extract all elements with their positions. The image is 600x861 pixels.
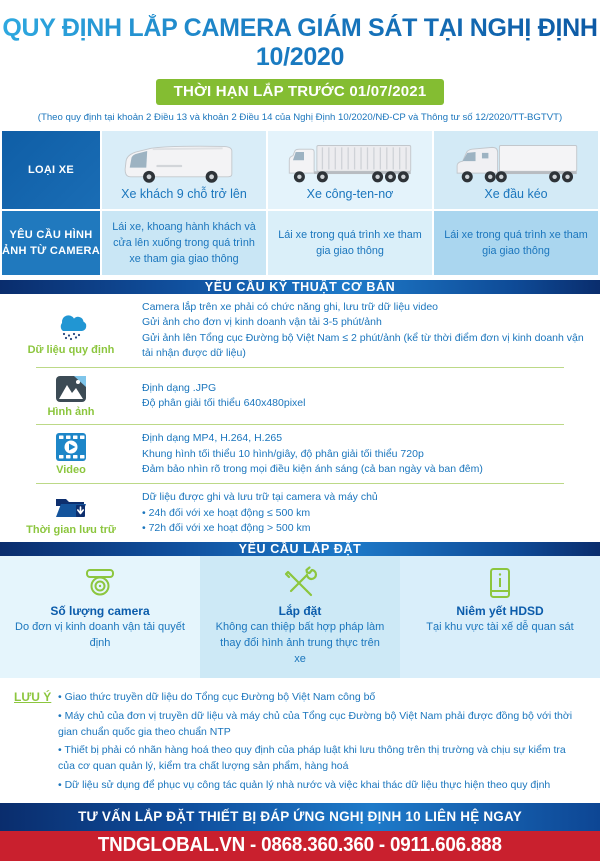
camera-requirement-text: Lái xe trong quá trình xe tham gia giao thông bbox=[444, 228, 588, 257]
tech-line: Gửi ảnh lên Tổng cục Đường bộ Việt Nam ≤ 2 phút/ảnh (kể từ thời điểm đơn vị kinh doanh vận tải nhận được dữ liệu) bbox=[142, 331, 584, 359]
tech-line: Camera lắp trên xe phải có chức năng ghi, lưu trữ dữ liệu video bbox=[142, 301, 439, 313]
vehicle-name: Xe khách 9 chỗ trở lên bbox=[121, 186, 247, 201]
cloud-data-icon bbox=[52, 306, 90, 342]
tech-line: Định dạng .JPG bbox=[142, 381, 217, 394]
legal-reference-subtitle: (Theo quy định tại khoản 2 Điều 13 và khoản 2 Điều 14 của Nghị Định 10/2020/NĐ-CP và Thông tư số 12/2020/TT-BGTVT) bbox=[37, 112, 563, 123]
tech-row-label: Video bbox=[56, 464, 86, 477]
install-item-description: Tại khu vực tài xế dễ quan sát bbox=[426, 621, 574, 634]
install-item-title: Lắp đặt bbox=[278, 604, 322, 619]
camera-requirement-text: Lái xe trong quá trình xe tham gia giao thông bbox=[278, 228, 422, 257]
note-item: • Giao thức truyền dữ liệu do Tổng cục Đường bộ Việt Nam công bố bbox=[58, 690, 584, 706]
note-item: • Máy chủ của đơn vị truyền dữ liệu và máy chủ của Tổng cục Đường bộ Việt Nam phải được đồng bộ với thời gian chuẩn quốc gia theo chuẩn NTP bbox=[58, 709, 584, 741]
install-item-title: Số lượng camera bbox=[50, 604, 150, 619]
note-item: • Thiết bị phải có nhãn hàng hoá theo quy định của pháp luật khi lưu thông trên thị trường và chịu sự kiểm tra của cơ quan quản lý, kiểm tra chất lượng sản phẩm, hàng hoá bbox=[58, 743, 584, 775]
camera-requirement-cell bbox=[268, 211, 432, 275]
notes-section bbox=[0, 678, 600, 803]
tech-row-data bbox=[0, 294, 600, 367]
vehicle-name: Xe công-ten-nơ bbox=[306, 186, 394, 201]
camera-requirement-text: Lái xe, khoang hành khách và cửa lên xuống trong quá trình xe tham gia giao thông bbox=[112, 220, 256, 266]
notes-label: LƯU Ý bbox=[14, 690, 52, 705]
install-item-installation bbox=[200, 556, 400, 678]
tech-line: Định dạng MP4, H.264, H.265 bbox=[142, 432, 283, 445]
video-icon bbox=[54, 432, 88, 462]
tech-row-image bbox=[0, 368, 600, 424]
vehicle-table bbox=[2, 131, 598, 275]
tech-line: • 72h đối với xe hoạt động > 500 km bbox=[142, 521, 586, 536]
tech-row-storage bbox=[0, 484, 600, 542]
vehicle-cell-passenger-van bbox=[102, 131, 266, 209]
semi-truck-image bbox=[450, 140, 582, 186]
storage-folder-icon bbox=[52, 490, 90, 522]
footer-cta-bar: TƯ VẤN LẮP ĐẶT THIẾT BỊ ĐÁP ỨNG NGHỊ ĐỊNH 10 LIÊN HỆ NGAY bbox=[0, 803, 600, 831]
camera-requirement-row-header: YÊU CẦU HÌNH ẢNH TỪ CAMERA bbox=[2, 211, 100, 275]
contact-info[interactable]: TNDGLOBAL.VN - 0868.360.360 - 0911.606.888 bbox=[98, 834, 502, 857]
vehicle-cell-container-truck bbox=[268, 131, 432, 209]
tech-line: Dữ liệu được ghi và lưu trữ tại camera và máy chủ bbox=[142, 491, 378, 504]
container-truck-image bbox=[284, 140, 416, 186]
tech-line: Đảm bảo nhìn rõ trong mọi điều kiện ánh sáng (cả ban ngày và ban đêm) bbox=[142, 462, 483, 475]
install-item-camera-count bbox=[0, 556, 200, 678]
install-item-manual bbox=[400, 556, 600, 678]
header bbox=[0, 0, 600, 123]
tech-line: Độ phân giải tối thiểu 640x480pixel bbox=[142, 397, 306, 410]
technical-section-header: YÊU CẦU KỸ THUẬT CƠ BẢN bbox=[0, 280, 600, 294]
page-title: QUY ĐỊNH LẮP CAMERA GIÁM SÁT TẠI NGHỊ ĐỊNH 10/2020 bbox=[0, 14, 600, 72]
manual-icon bbox=[487, 566, 513, 600]
tech-line: Gửi ảnh cho đơn vị kinh doanh vận tải 3-5 phút/ảnh bbox=[142, 316, 382, 329]
vehicle-name: Xe đầu kéo bbox=[484, 186, 548, 201]
tech-row-label: Thời gian lưu trữ bbox=[26, 524, 116, 537]
image-icon bbox=[54, 374, 88, 404]
tech-row-video bbox=[0, 425, 600, 483]
tech-row-label: Hình ảnh bbox=[47, 406, 95, 419]
installation-grid bbox=[0, 556, 600, 678]
install-item-title: Niêm yết HDSD bbox=[456, 604, 544, 619]
footer-contact-bar[interactable] bbox=[0, 831, 600, 861]
camera-requirement-cell bbox=[434, 211, 598, 275]
install-item-description: Do đơn vị kinh doanh vận tải quyết định bbox=[15, 621, 185, 650]
tech-line: • 24h đối với xe hoạt động ≤ 500 km bbox=[142, 506, 586, 521]
camera-requirement-cell bbox=[102, 211, 266, 275]
vehicle-cell-semi-truck bbox=[434, 131, 598, 209]
tech-line: Khung hình tối thiểu 10 hình/giây, độ phân giải tối thiểu 720p bbox=[142, 447, 424, 460]
tech-row-label: Dữ liệu quy định bbox=[27, 343, 115, 356]
van-image bbox=[118, 140, 250, 186]
deadline-badge: THỜI HẠN LẮP TRƯỚC 01/07/2021 bbox=[156, 79, 445, 105]
installation-section-header: YÊU CẦU LẮP ĐẶT bbox=[0, 542, 600, 556]
tools-icon bbox=[280, 566, 320, 600]
vehicle-type-row-header: LOẠI XE bbox=[2, 131, 100, 209]
dome-camera-icon bbox=[80, 566, 120, 600]
notes-list bbox=[58, 690, 584, 794]
note-item: • Dữ liệu sử dụng để phục vụ công tác quản lý nhà nước và việc khai thác dữ liệu thực hiện theo quy định bbox=[58, 778, 584, 794]
install-item-description: Không can thiệp bất hợp pháp làm thay đổi hình ảnh trung thực trên xe bbox=[215, 621, 385, 666]
